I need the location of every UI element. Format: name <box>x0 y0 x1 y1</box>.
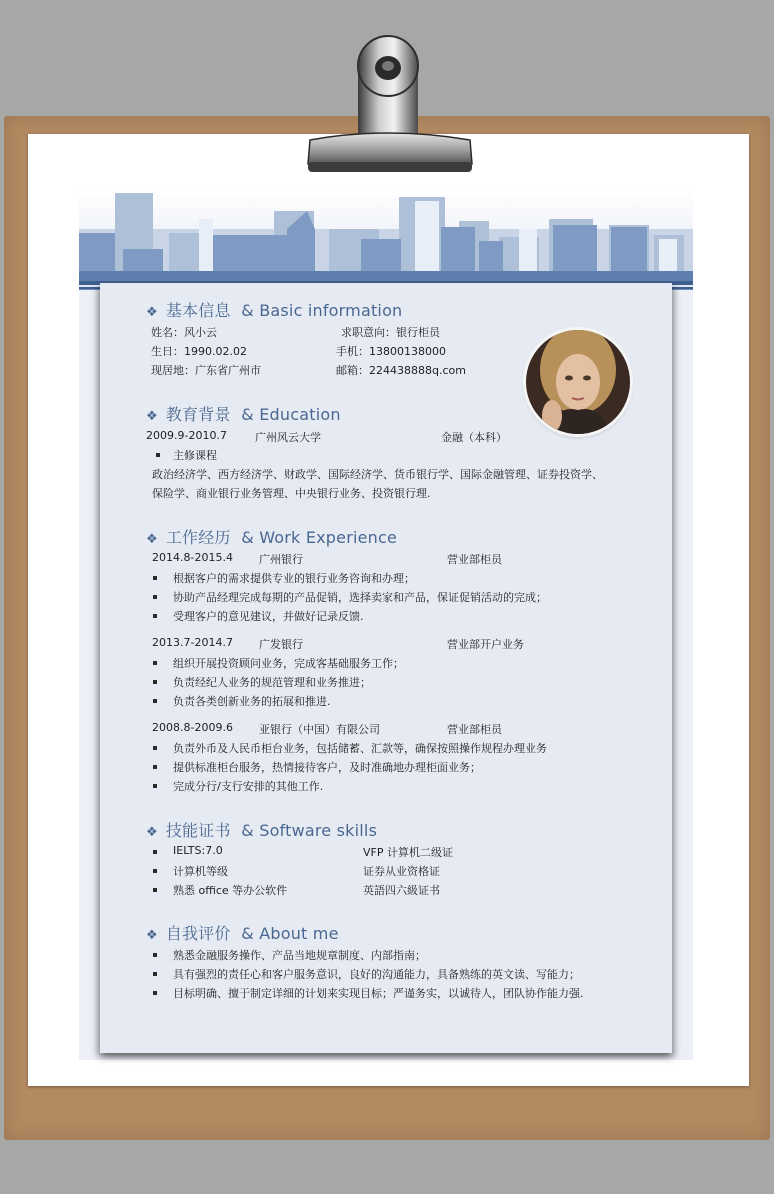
square-bullet-icon <box>153 680 157 684</box>
square-bullet-icon <box>153 869 157 873</box>
info-phone: 手机：13800138000 <box>336 345 446 358</box>
job-position: 营业部柜员 <box>447 723 502 736</box>
section-title-en: & Education <box>241 405 341 424</box>
diamond-cluster-icon: ❖ <box>146 305 158 320</box>
job-duty: 负责各类创新业务的拓展和推进. <box>173 695 331 708</box>
section-title-en: & Work Experience <box>241 528 398 547</box>
info-birth: 生日：1990.02.02 <box>151 345 247 358</box>
section-title-skills <box>146 818 377 841</box>
square-bullet-icon <box>153 888 157 892</box>
binder-clip-icon <box>300 22 480 182</box>
job-company: 亚银行（中国）有限公司 <box>259 723 380 736</box>
edu-courses-line2: 保险学、商业银行业务管理、中央银行业务、投资银行理. <box>152 487 431 500</box>
info-intention: 求职意向：银行柜员 <box>341 326 440 339</box>
edu-school: 广州风云大学 <box>255 431 321 444</box>
edu-major: 金融（本科） <box>441 431 507 444</box>
about-item: 目标明确、擅于制定详细的计划来实现目标；严谨务实，以诚待人，团队协作能力强. <box>173 987 584 1000</box>
square-bullet-icon <box>153 746 157 750</box>
edu-period: 2009.9-2010.7 <box>146 429 227 442</box>
section-title-en: & About me <box>241 924 339 943</box>
job-period: 2013.7-2014.7 <box>152 636 233 649</box>
square-bullet-icon <box>153 699 157 703</box>
info-name: 姓名：风小云 <box>151 326 217 339</box>
square-bullet-icon <box>153 784 157 788</box>
skill-cert: 英語四六級证书 <box>363 884 440 897</box>
job-position: 营业部开户业务 <box>447 638 524 651</box>
skill-item: 计算机等级 <box>173 865 228 878</box>
skill-item: 熟悉 office 等办公软件 <box>173 884 288 897</box>
diamond-cluster-icon: ❖ <box>146 825 158 840</box>
avatar <box>526 330 630 434</box>
section-title-cn: 基本信息 <box>165 301 231 320</box>
edu-courses-line1: 政治经济学、西方经济学、财政学、国际经济学、货币银行学、国际金融管理、证券投资学、 <box>152 468 603 481</box>
job-duty: 受理客户的意见建议，并做好记录反馈. <box>173 610 364 623</box>
section-title-work <box>146 525 397 548</box>
section-title-basic <box>146 298 402 321</box>
square-bullet-icon <box>153 850 157 854</box>
job-company: 广发银行 <box>259 638 303 651</box>
section-title-cn: 自我评价 <box>165 924 231 943</box>
about-item: 熟悉金融服务操作、产品当地规章制度、内部指南； <box>173 949 426 962</box>
square-bullet-icon <box>153 991 157 995</box>
section-title-cn: 技能证书 <box>165 821 231 840</box>
job-position: 营业部柜员 <box>447 553 502 566</box>
info-email: 邮箱：224438888q.com <box>336 364 466 377</box>
job-period: 2014.8-2015.4 <box>152 551 233 564</box>
section-title-en: & Software skills <box>241 821 378 840</box>
job-duty: 提供标准柜台服务，热情接待客户，及时准确地办理柜面业务； <box>173 761 481 774</box>
section-title-about <box>146 921 339 944</box>
square-bullet-icon <box>153 661 157 665</box>
section-title-cn: 教育背景 <box>165 405 231 424</box>
about-item: 具有强烈的责任心和客户服务意识，良好的沟通能力，具备熟练的英文读、写能力； <box>173 968 580 981</box>
diamond-cluster-icon: ❖ <box>146 928 158 943</box>
skill-item: IELTS:7.0 <box>173 844 223 857</box>
square-bullet-icon <box>156 453 160 457</box>
edu-course-label: 主修课程 <box>173 449 217 462</box>
job-duty: 协助产品经理完成每期的产品促销，选择卖家和产品，保证促销活动的完成； <box>173 591 547 604</box>
job-duty: 组织开展投资顾问业务，完成客基础服务工作； <box>173 657 404 670</box>
job-duty: 完成分行/支行安排的其他工作. <box>173 780 324 793</box>
diamond-cluster-icon: ❖ <box>146 409 158 424</box>
job-duty: 负责经纪人业务的规范管理和业务推进； <box>173 676 371 689</box>
square-bullet-icon <box>153 972 157 976</box>
square-bullet-icon <box>153 576 157 580</box>
job-company: 广州银行 <box>259 553 303 566</box>
square-bullet-icon <box>153 765 157 769</box>
job-duty: 根据客户的需求提供专业的银行业务咨询和办理； <box>173 572 415 585</box>
skill-cert: VFP 计算机二级证 <box>363 846 453 859</box>
job-period: 2008.8-2009.6 <box>152 721 233 734</box>
square-bullet-icon <box>153 953 157 957</box>
diamond-cluster-icon: ❖ <box>146 532 158 547</box>
section-title-cn: 工作经历 <box>165 528 231 547</box>
square-bullet-icon <box>153 614 157 618</box>
skill-cert: 证券从业资格证 <box>363 865 440 878</box>
info-location: 现居地：广东省广州市 <box>151 364 261 377</box>
job-duty: 负责外币及人民币柜台业务，包括储蓄、汇款等，确保按照操作规程办理业务 <box>173 742 547 755</box>
square-bullet-icon <box>153 595 157 599</box>
section-title-en: & Basic information <box>241 301 403 320</box>
section-title-education <box>146 402 341 425</box>
